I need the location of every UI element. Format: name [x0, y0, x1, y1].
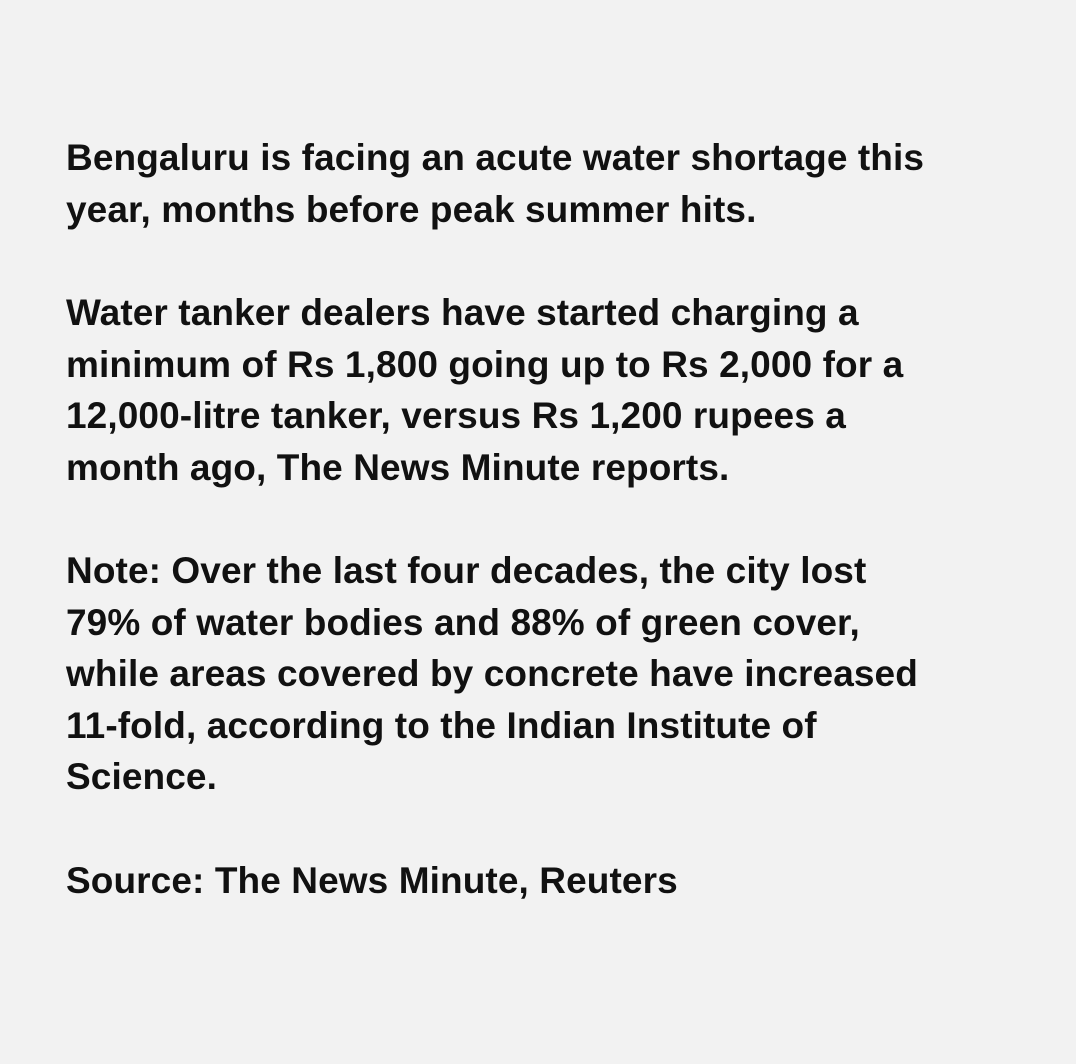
- environment-note-paragraph: Note: Over the last four decades, the city lost 79% of water bodies and 88% of green cover, while areas covered by concrete have increased 11-fold, according to the Indian Institute of Science.: [66, 550, 918, 797]
- source-line: Source: The News Minute, Reuters: [66, 859, 678, 901]
- headline-paragraph: Bengaluru is facing an acute water shortage this year, months before peak summer hits.: [66, 137, 925, 230]
- tanker-price-paragraph: Water tanker dealers have started charging a minimum of Rs 1,800 going up to Rs 2,000 for a 12,000-litre tanker, versus Rs 1,200 rupees a month ago, The News Minute reports.: [66, 292, 904, 488]
